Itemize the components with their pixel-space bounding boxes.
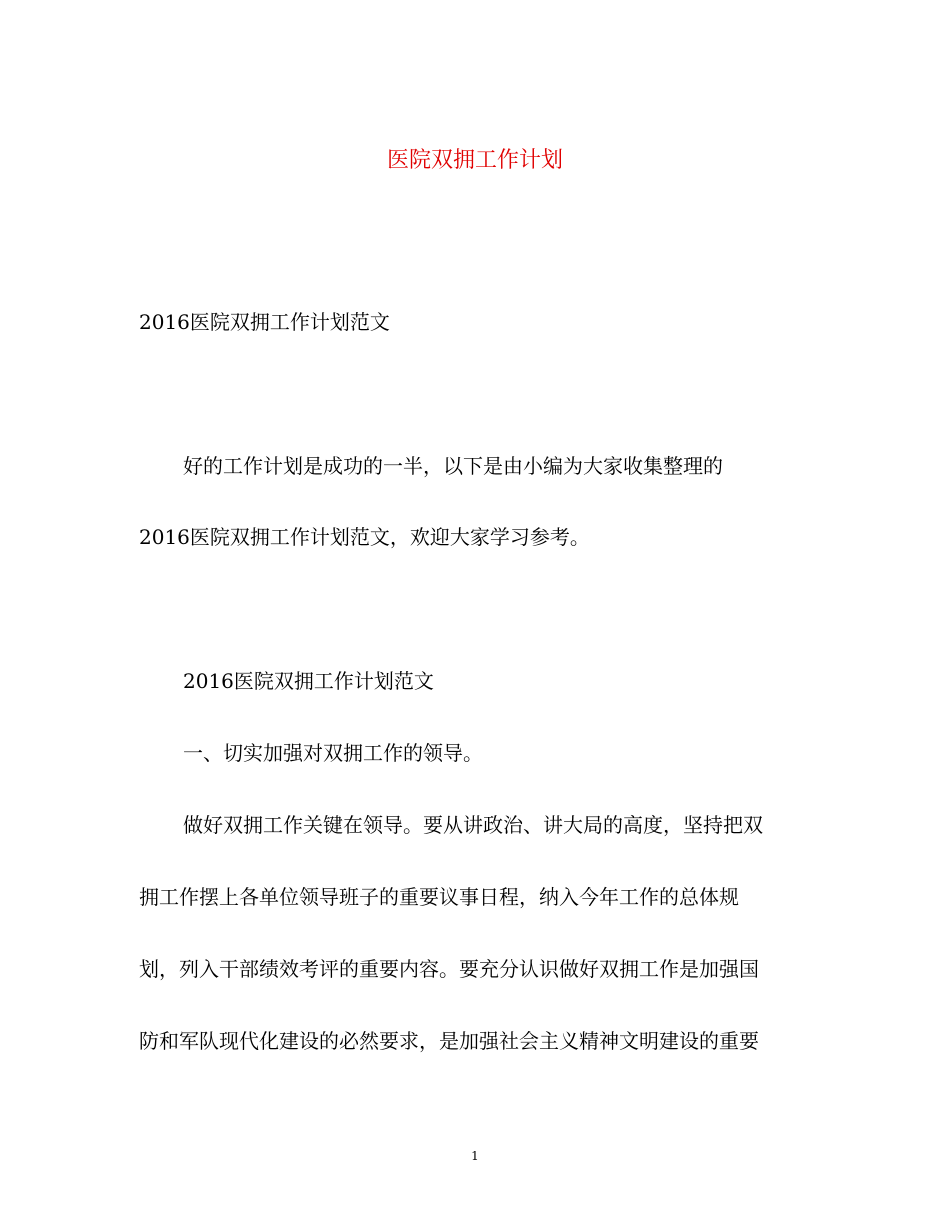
section-heading: 2016医院双拥工作计划范文 (183, 669, 434, 693)
paragraph-line-4: 防和军队现代化建设的必然要求，是加强社会主义精神文明建设的重要 (139, 1029, 759, 1053)
point-one-heading: 一、切实加强对双拥工作的领导。 (183, 741, 483, 765)
intro-line-1: 好的工作计划是成功的一半，以下是由小编为大家收集整理的 (183, 454, 723, 478)
paragraph-line-2: 拥工作摆上各单位领导班子的重要议事日程，纳入今年工作的总体规 (139, 885, 739, 909)
page-number: 1 (471, 1149, 479, 1163)
document-subtitle: 2016医院双拥工作计划范文 (139, 310, 390, 334)
paragraph-line-3: 划，列入干部绩效考评的重要内容。要充分认识做好双拥工作是加强国 (139, 957, 759, 981)
paragraph-line-1: 做好双拥工作关键在领导。要从讲政治、讲大局的高度，坚持把双 (183, 813, 763, 837)
intro-line-2: 2016医院双拥工作计划范文，欢迎大家学习参考。 (139, 525, 590, 549)
document-title: 医院双拥工作计划 (386, 148, 563, 173)
